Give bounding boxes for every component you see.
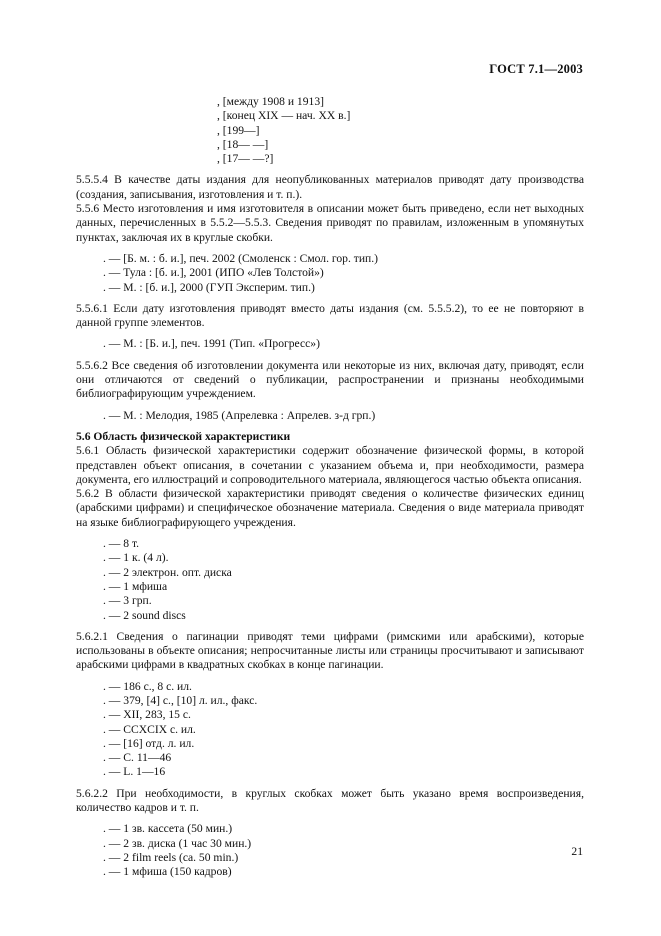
example-line: . — 1 мфиша — [103, 579, 168, 593]
example-line: , [199—] — [217, 123, 260, 137]
example-line: . — 379, [4] с., [10] л. ил., факс. — [103, 693, 258, 707]
section-heading-5-6: 5.6 Область физической характеристики — [76, 429, 291, 443]
example-line: . — 2 электрон. опт. диска — [103, 565, 232, 579]
paragraph-5-5-5-4: 5.5.5.4 В качестве даты издания для неопубликованных материалов приводят дату производства (создания, записывания, изготовления и т. п.). — [76, 173, 584, 201]
page-number: 21 — [571, 845, 583, 858]
example-line: . — 1 зв. кассета (50 мин.) — [103, 822, 233, 836]
example-line: . — 2 зв. диска (1 час 30 мин.) — [103, 836, 252, 850]
example-line: , [между 1908 и 1913] — [217, 95, 324, 108]
example-line: . — 3 грп. — [103, 594, 152, 608]
example-line: . — L. 1—16 — [103, 765, 166, 779]
paragraph-5-5-6-1: 5.5.6.1 Если дату изготовления приводят вместо даты издания (см. 5.5.5.2), то ее не повторяют в данной группе элементов. — [76, 301, 584, 330]
example-line: . — 8 т. — [103, 537, 140, 551]
example-line: , [18— —] — [217, 137, 269, 151]
example-line: . — [16] отд. л. ил. — [103, 736, 195, 750]
paragraph-5-6-2-1: 5.6.2.1 Сведения о пагинации приводят теми цифрами (римскими или арабскими), которые использованы в объекте описания; непросчитанные листы или страницы просчитывают и записывают арабскими цифрами в квадратных скобках в конце пагинации. — [76, 629, 584, 672]
example-line: . — [Б. м. : б. и.], печ. 2002 (Смоленск : Смол. гор. тип.) — [103, 251, 378, 265]
example-line: . — М. : [Б. и.], печ. 1991 (Тип. «Прогресс») — [103, 337, 320, 351]
paragraph-5-6-2: 5.6.2 В области физической характеристики приводят сведения о количестве физических единиц (арабскими цифрами) и специфическое обозначение материала. Сведения о виде материала приводят на языке библиографирующего учреждения. — [76, 487, 584, 529]
example-line: . — 1 к. (4 л). — [103, 551, 169, 565]
paragraph-5-5-6: 5.5.6 Место изготовления и имя изготовителя в описании может быть приведено, если нет выходных данных, перечисленных в 5.5.2—5.5.3. Сведения приводят по правилам, изложенным в упомянутых пунктах, заключая их в круглые скобки. — [76, 202, 584, 244]
paragraph-5-5-6-2: 5.5.6.2 Все сведения об изготовлении документа или некоторые из них, включая дату, приводят, если они отличаются от сведений о публикации, распространении и признаны необходимыми библиографирующим учреждением. — [76, 358, 584, 401]
dates-examples — [76, 95, 584, 166]
example-line: . — CCXCIX с. ил. — [103, 722, 196, 736]
example-line: . — Тула : [б. и.], 2001 (ИПО «Лев Толстой») — [103, 266, 324, 280]
example-line: . — М. : Мелодия, 1985 (Апрелевка : Апрелев. з-д грп.) — [103, 408, 376, 422]
example-line: , [17— —?] — [217, 152, 274, 166]
example-line: . — 1 мфиша (150 кадров) — [103, 865, 232, 879]
example-line: . — 2 sound discs — [103, 608, 186, 622]
standard-header: ГОСТ 7.1—2003 — [489, 62, 583, 76]
example-line: . — 186 с., 8 с. ил. — [103, 679, 192, 693]
example-line: . — М. : [б. и.], 2000 (ГУП Эксперим. тип.) — [103, 280, 315, 294]
paragraph-5-6-1: 5.6.1 Область физической характеристики содержит обозначение физической формы, в которой представлен объект описания, в сочетании с указанием объема и, при необходимости, размера документа, его иллюстраций и сопроводительного материала, являющегося частью объекта описания. — [76, 444, 584, 486]
example-line: . — 2 film reels (ca. 50 min.) — [103, 850, 239, 864]
example-line: , [конец XIX — нач. XX в.] — [217, 109, 351, 123]
paragraph-5-6-2-2: 5.6.2.2 При необходимости, в круглых скобках может быть указано время воспроизведения, количество кадров и т. п. — [76, 786, 584, 815]
example-line: . — С. 11—46 — [103, 751, 172, 765]
page-content — [76, 95, 584, 880]
example-line: . — XII, 283, 15 с. — [103, 708, 191, 722]
